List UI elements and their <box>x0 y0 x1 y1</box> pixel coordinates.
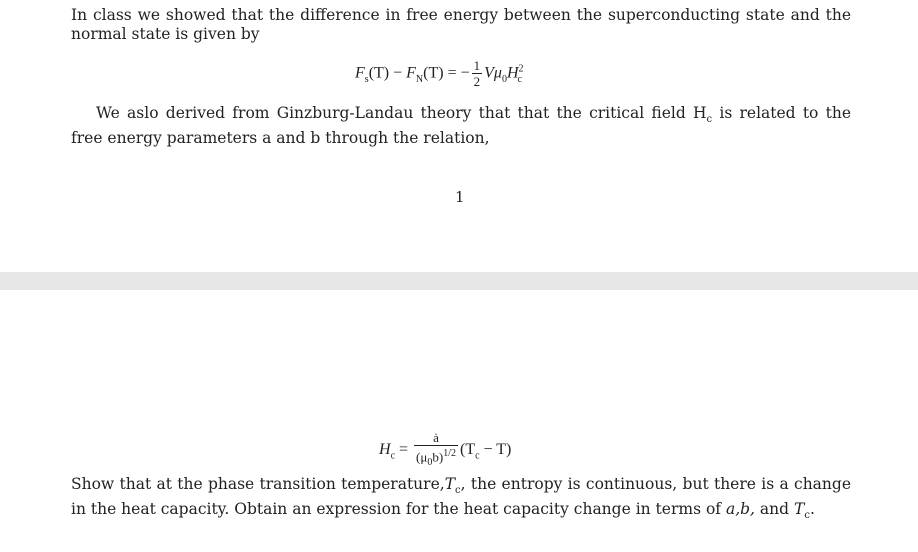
eq2-den-sup: 1/2 <box>443 448 456 459</box>
critical-field-equation <box>379 430 511 471</box>
page-number: 1 <box>455 188 465 206</box>
para3-tc-sub: c <box>455 485 461 497</box>
eq1-fs-sub: s <box>364 73 369 85</box>
eq2-fraction <box>414 430 458 471</box>
eq1-fraction <box>472 58 483 90</box>
ginzburg-landau-paragraph <box>71 104 851 148</box>
eq1-h-sup: 2 <box>518 63 524 75</box>
heat-capacity-paragraph <box>71 475 851 525</box>
page-1 <box>0 0 918 272</box>
eq2-den-a: (μ <box>416 449 428 465</box>
para3-a: Show that at the phase transition temperature, <box>71 475 445 493</box>
eq1-v-mu: Vμ <box>484 64 502 82</box>
free-energy-equation <box>355 58 522 90</box>
eq1-frac-den: 2 <box>473 74 481 89</box>
eq2-h-sub: c <box>390 450 396 462</box>
para3-c: and <box>754 500 794 519</box>
eq2-rhs-sub: c <box>475 450 480 462</box>
para3-end: . <box>809 500 815 519</box>
eq1-fn-arg: (T) = − <box>423 64 470 82</box>
eq2-rhs: (T <box>459 441 476 459</box>
eq2-h: H <box>379 441 391 459</box>
eq2-frac-den <box>414 446 458 471</box>
para2-text: We aslo derived from Ginzburg-Landau theory that that the critical field H <box>96 104 707 122</box>
para3-tc: T <box>444 475 456 493</box>
eq1-fs-arg: (T) − <box>368 64 407 82</box>
eq1-mu-sub: 0 <box>501 73 507 85</box>
eq1-fn: F <box>406 64 416 82</box>
eq1-fn-sub: N <box>415 73 424 85</box>
eq2-equals: = <box>395 441 413 459</box>
eq1-fs: F <box>355 64 365 82</box>
para2-sub: c <box>706 114 713 126</box>
intro-paragraph: In class we showed that the difference in free energy between the superconducting state and the normal state is given by <box>71 6 851 43</box>
eq1-frac-num: 1 <box>473 58 481 73</box>
page-separator <box>0 272 918 290</box>
page-2 <box>0 290 918 552</box>
para3-vars: a,b, <box>725 500 755 519</box>
eq1-h-sub: c <box>517 73 522 85</box>
eq1-h: H <box>506 64 519 82</box>
para3-tc2-sub: c <box>804 510 810 522</box>
para3-tc2: T <box>793 500 805 519</box>
eq2-den-rest: b) <box>432 449 444 465</box>
eq2-den-sub: 0 <box>427 456 433 468</box>
eq2-frac-num: ȧ <box>414 430 458 446</box>
eq2-rhs-rest: − T) <box>479 441 512 459</box>
para2-rest: is related to the free energy parameters a and b through the relation, <box>71 104 851 148</box>
para3-b: , the entropy is continuous, but there is a change in the heat capacity. Obtain an expression for the heat capacity change in terms of <box>71 475 851 519</box>
